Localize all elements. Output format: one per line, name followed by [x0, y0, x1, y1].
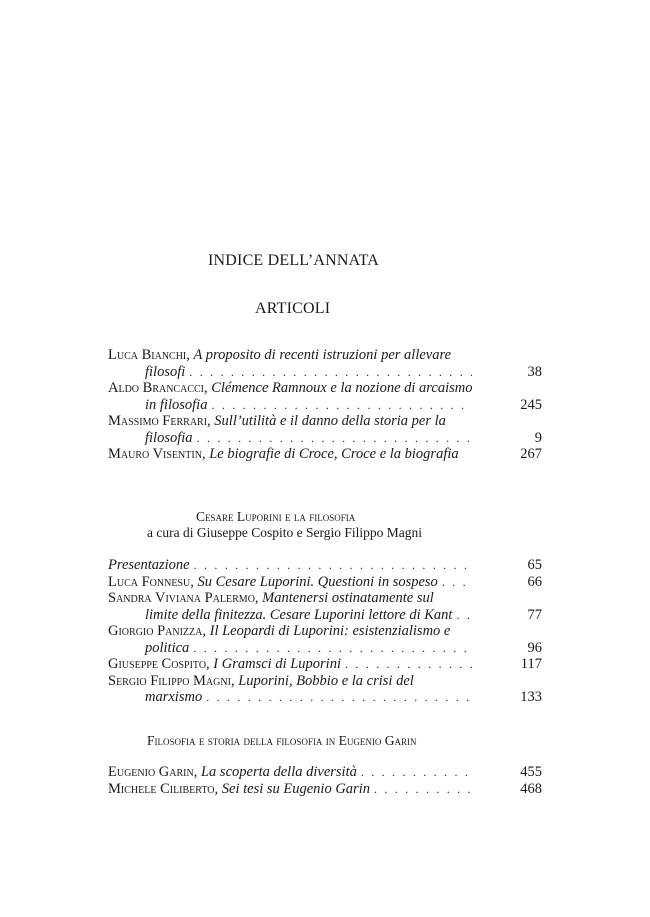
section-title: Filosofia e storia della filosofia in Eugenio Garin	[147, 733, 417, 748]
entry-page: 117	[520, 656, 542, 672]
entry-page: 9	[534, 429, 542, 446]
entry-title-cont: politica	[145, 639, 190, 656]
list-item: Luca Bianchi , A proposito di recenti istruzioni per allevare filosofi . . . 38	[108, 347, 542, 380]
entry-author: Eugenio Garin	[108, 764, 194, 780]
entry-author: Massimo Ferrari	[108, 413, 208, 429]
articoli-list	[108, 347, 542, 463]
entry-page: 65	[527, 557, 542, 573]
list-item: Eugenio Garin , La scoperta della diversità . . . 455	[108, 764, 542, 781]
entry-title: La scoperta della diversità	[200, 764, 357, 780]
dot-leader	[442, 574, 472, 591]
garin-list	[108, 764, 542, 797]
entry-page: 267	[520, 446, 542, 462]
dot-leader	[211, 397, 472, 414]
articoli-heading: ARTICOLI	[255, 300, 331, 317]
entry-title-cont: limite della finitezza. Cesare Luporini lettore di Kant	[145, 606, 453, 623]
entry-author: Sergio Filippo Magni	[108, 672, 231, 689]
entry-author: Mauro Visentin	[108, 446, 202, 462]
entry-page: 66	[527, 573, 542, 590]
list-item: Aldo Brancacci , Clémence Ramnoux e la nozione di arcaismo in filosofia . . . 245	[108, 380, 542, 413]
list-item: Michele Ciliberto , Sei tesi su Eugenio Garin . . . 468	[108, 781, 542, 798]
entry-author: Luca Fonnesu	[108, 573, 191, 590]
dot-leader	[197, 430, 472, 447]
list-item: Luca Fonnesu , Su Cesare Luporini. Questioni in sospeso . . . 66	[108, 574, 542, 591]
entry-title-cont: filosofi	[145, 363, 186, 380]
list-item: Sergio Filippo Magni , Luporini, Bobbio e la crisi del marxismo . . . 133	[108, 673, 542, 706]
list-item: Sandra Viviana Palermo , Mantenersi ostinatamente sul limite della finitezza. Cesare Luporini lettore di Kant . . . 77	[108, 590, 542, 623]
entry-title-cont: in filosofia	[145, 396, 208, 413]
list-item	[108, 557, 542, 574]
entry-author: Michele Ciliberto	[108, 780, 215, 797]
list-item: Massimo Ferrari , Sull’utilità e il danno della storia per la filosofia . . . 9	[108, 413, 542, 446]
dot-leader	[194, 557, 472, 574]
entry-title: Mantenersi ostinatamente sul	[262, 590, 434, 606]
entry-title: Le biografie di Croce, Croce e la biografia	[209, 446, 459, 462]
dot-leader	[361, 764, 472, 781]
entry-page: 133	[520, 689, 542, 705]
entry-title: Luporini, Bobbio e la crisi del	[238, 672, 414, 689]
list-item: Giorgio Panizza , Il Leopardi di Luporini: esistenzialismo e politica . . . 96	[108, 623, 542, 656]
entry-title: Sull’utilità e il danno della storia per la	[214, 413, 446, 429]
luporini-list	[108, 557, 542, 706]
page-heading: INDICE DELL’ANNATA	[208, 252, 380, 269]
entry-author: Aldo Brancacci	[108, 380, 204, 396]
entry-author: Giuseppe Cospito	[108, 656, 207, 672]
dot-leader	[345, 656, 472, 673]
entry-title-cont: filosofia	[145, 429, 193, 446]
entry-page: 77	[527, 606, 542, 623]
entry-title: I Gramsci di Luporini	[213, 656, 341, 672]
list-item: Mauro Visentin , Le biografie di Croce, Croce e la biografia 267	[108, 446, 542, 462]
entry-page: 468	[520, 780, 542, 797]
dot-leader	[374, 781, 472, 798]
entry-title: A proposito di recenti istruzioni per allevare	[193, 347, 452, 363]
entry-title: Clémence Ramnoux e la nozione di arcaismo	[211, 380, 473, 396]
entry-title: Su Cesare Luporini. Questioni in sospeso	[197, 573, 438, 590]
list-item: Giuseppe Cospito , I Gramsci di Luporini . . . 117	[108, 656, 542, 673]
entry-title: Il Leopardi di Luporini: esistenzialismo e	[209, 623, 451, 639]
dot-leader	[206, 689, 472, 706]
entry-title: Sei tesi su Eugenio Garin	[221, 780, 370, 797]
entry-page: 245	[520, 396, 542, 413]
dot-leader	[193, 640, 472, 657]
section-curatela: a cura di Giuseppe Cospito e Sergio Filippo Magni	[147, 525, 422, 540]
entry-author: Sandra Viviana Palermo	[108, 590, 255, 606]
section-title: Cesare Luporini e la filosofia	[196, 509, 356, 524]
entry-author: Giorgio Panizza	[108, 623, 203, 639]
entry-title: Presentazione	[108, 557, 190, 573]
entry-title-cont: marxismo	[145, 689, 203, 705]
dot-leader	[456, 607, 472, 624]
entry-author: Luca Bianchi	[108, 347, 187, 363]
entry-page: 38	[527, 363, 542, 380]
dot-leader	[189, 364, 472, 381]
entry-page: 96	[527, 639, 542, 656]
entry-page: 455	[520, 764, 542, 780]
